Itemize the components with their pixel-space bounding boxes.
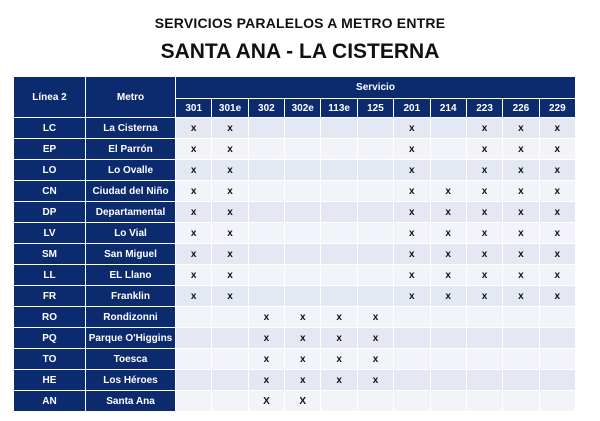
service-cell bbox=[321, 118, 357, 139]
service-cell bbox=[466, 307, 502, 328]
service-cell bbox=[285, 160, 321, 181]
service-cell: x bbox=[466, 286, 502, 307]
service-cell: x bbox=[503, 265, 539, 286]
service-cell bbox=[285, 118, 321, 139]
service-cell bbox=[430, 349, 466, 370]
service-cell: x bbox=[176, 265, 212, 286]
service-cell: x bbox=[394, 286, 430, 307]
service-cell: x bbox=[539, 181, 575, 202]
page-subtitle: SANTA ANA - LA CISTERNA bbox=[160, 40, 440, 63]
service-cell bbox=[285, 181, 321, 202]
service-cell: x bbox=[539, 244, 575, 265]
service-cell bbox=[430, 307, 466, 328]
station-name: San Miguel bbox=[86, 244, 176, 265]
service-cell bbox=[212, 370, 248, 391]
service-cell bbox=[212, 307, 248, 328]
service-cell bbox=[357, 139, 393, 160]
service-cell bbox=[466, 370, 502, 391]
service-cell: x bbox=[503, 244, 539, 265]
service-cell: x bbox=[285, 307, 321, 328]
service-cell: x bbox=[248, 370, 284, 391]
service-cell bbox=[357, 181, 393, 202]
service-cell: x bbox=[212, 286, 248, 307]
station-code: PQ bbox=[14, 328, 86, 349]
station-code: LL bbox=[14, 265, 86, 286]
station-name: Lo Ovalle bbox=[86, 160, 176, 181]
service-cell bbox=[212, 328, 248, 349]
service-cell bbox=[248, 139, 284, 160]
header-service-229: 229 bbox=[539, 99, 575, 118]
service-cell: x bbox=[357, 307, 393, 328]
service-cell: x bbox=[248, 307, 284, 328]
service-cell bbox=[430, 370, 466, 391]
service-cell bbox=[539, 328, 575, 349]
service-cell bbox=[321, 286, 357, 307]
service-cell bbox=[285, 223, 321, 244]
station-name: La Cisterna bbox=[86, 118, 176, 139]
service-cell: x bbox=[430, 181, 466, 202]
station-code: CN bbox=[14, 181, 86, 202]
service-cell: x bbox=[285, 349, 321, 370]
service-cell: x bbox=[212, 160, 248, 181]
station-name: Toesca bbox=[86, 349, 176, 370]
table-row bbox=[14, 181, 576, 202]
service-cell: x bbox=[394, 202, 430, 223]
service-cell bbox=[394, 370, 430, 391]
station-name: El Parrón bbox=[86, 139, 176, 160]
service-cell: x bbox=[321, 328, 357, 349]
station-name: EL Llano bbox=[86, 265, 176, 286]
header-line: Línea 2 bbox=[14, 77, 86, 118]
service-cell bbox=[285, 265, 321, 286]
service-cell: x bbox=[212, 223, 248, 244]
service-cell: x bbox=[430, 202, 466, 223]
service-cell: x bbox=[430, 286, 466, 307]
service-cell bbox=[248, 202, 284, 223]
service-cell bbox=[321, 160, 357, 181]
service-cell: X bbox=[248, 391, 284, 412]
services-table bbox=[13, 76, 576, 412]
service-cell: x bbox=[394, 223, 430, 244]
service-cell: x bbox=[430, 265, 466, 286]
service-cell bbox=[394, 349, 430, 370]
service-cell: x bbox=[321, 370, 357, 391]
header-service: Servicio bbox=[176, 77, 576, 99]
service-cell: x bbox=[394, 181, 430, 202]
service-cell bbox=[357, 265, 393, 286]
header-service-113e: 113e bbox=[321, 99, 357, 118]
service-cell: x bbox=[176, 244, 212, 265]
service-cell: x bbox=[176, 202, 212, 223]
service-cell bbox=[285, 202, 321, 223]
service-cell: x bbox=[357, 370, 393, 391]
table-row bbox=[14, 223, 576, 244]
service-cell: x bbox=[539, 265, 575, 286]
station-code: FR bbox=[14, 286, 86, 307]
table-row bbox=[14, 286, 576, 307]
service-cell: x bbox=[248, 349, 284, 370]
service-cell bbox=[430, 160, 466, 181]
service-cell bbox=[321, 265, 357, 286]
service-cell: x bbox=[321, 349, 357, 370]
service-cell bbox=[248, 223, 284, 244]
service-cell: x bbox=[248, 328, 284, 349]
header-service-223: 223 bbox=[466, 99, 502, 118]
header-service-214: 214 bbox=[430, 99, 466, 118]
service-cell bbox=[357, 286, 393, 307]
service-cell: x bbox=[503, 286, 539, 307]
service-cell: x bbox=[212, 265, 248, 286]
service-cell bbox=[176, 328, 212, 349]
service-cell: x bbox=[394, 160, 430, 181]
station-code: AN bbox=[14, 391, 86, 412]
service-cell: x bbox=[430, 223, 466, 244]
service-cell bbox=[321, 181, 357, 202]
service-cell bbox=[248, 118, 284, 139]
service-cell: X bbox=[285, 391, 321, 412]
station-name: Franklin bbox=[86, 286, 176, 307]
service-cell: x bbox=[212, 139, 248, 160]
service-cell: x bbox=[466, 160, 502, 181]
service-cell bbox=[285, 139, 321, 160]
service-cell bbox=[212, 391, 248, 412]
service-cell: x bbox=[503, 202, 539, 223]
service-cell: x bbox=[539, 160, 575, 181]
station-code: SM bbox=[14, 244, 86, 265]
service-cell: x bbox=[503, 118, 539, 139]
service-cell bbox=[430, 118, 466, 139]
service-cell: x bbox=[176, 139, 212, 160]
station-name: Departamental bbox=[86, 202, 176, 223]
station-code: LV bbox=[14, 223, 86, 244]
service-cell: x bbox=[212, 181, 248, 202]
service-cell: x bbox=[176, 118, 212, 139]
service-cell bbox=[285, 244, 321, 265]
table-row bbox=[14, 244, 576, 265]
service-cell: x bbox=[539, 202, 575, 223]
service-cell: x bbox=[394, 265, 430, 286]
service-cell bbox=[357, 202, 393, 223]
service-cell: x bbox=[466, 265, 502, 286]
service-cell bbox=[357, 244, 393, 265]
table-row bbox=[14, 349, 576, 370]
service-cell bbox=[248, 265, 284, 286]
header-service-201: 201 bbox=[394, 99, 430, 118]
service-cell bbox=[503, 370, 539, 391]
table-row bbox=[14, 391, 576, 412]
table-row bbox=[14, 118, 576, 139]
service-cell: x bbox=[503, 223, 539, 244]
service-cell bbox=[503, 349, 539, 370]
service-cell bbox=[176, 370, 212, 391]
service-cell: x bbox=[539, 223, 575, 244]
service-cell: x bbox=[357, 349, 393, 370]
service-cell: x bbox=[539, 118, 575, 139]
service-cell bbox=[321, 223, 357, 244]
service-cell: x bbox=[466, 244, 502, 265]
service-cell bbox=[466, 349, 502, 370]
service-cell bbox=[357, 118, 393, 139]
service-cell bbox=[248, 286, 284, 307]
service-cell: x bbox=[357, 328, 393, 349]
service-cell bbox=[248, 244, 284, 265]
service-cell bbox=[394, 307, 430, 328]
service-cell bbox=[357, 223, 393, 244]
table-row bbox=[14, 160, 576, 181]
station-code: RO bbox=[14, 307, 86, 328]
header-service-301: 301 bbox=[176, 99, 212, 118]
station-name: Santa Ana bbox=[86, 391, 176, 412]
table-row bbox=[14, 265, 576, 286]
service-cell: x bbox=[503, 160, 539, 181]
service-cell bbox=[321, 391, 357, 412]
service-cell: x bbox=[466, 223, 502, 244]
service-cell bbox=[430, 391, 466, 412]
service-cell bbox=[503, 328, 539, 349]
service-cell bbox=[466, 328, 502, 349]
station-code: HE bbox=[14, 370, 86, 391]
service-cell bbox=[248, 160, 284, 181]
service-cell bbox=[212, 349, 248, 370]
station-name: Lo Vial bbox=[86, 223, 176, 244]
service-cell bbox=[503, 307, 539, 328]
table-row bbox=[14, 139, 576, 160]
station-code: EP bbox=[14, 139, 86, 160]
station-code: LO bbox=[14, 160, 86, 181]
service-cell: x bbox=[430, 244, 466, 265]
header-service-226: 226 bbox=[503, 99, 539, 118]
service-cell: x bbox=[285, 328, 321, 349]
service-cell: x bbox=[176, 160, 212, 181]
service-cell: x bbox=[466, 118, 502, 139]
service-cell: x bbox=[539, 139, 575, 160]
table-row bbox=[14, 328, 576, 349]
table-row bbox=[14, 307, 576, 328]
service-cell bbox=[321, 202, 357, 223]
service-cell bbox=[394, 391, 430, 412]
service-cell: x bbox=[212, 118, 248, 139]
service-cell: x bbox=[466, 139, 502, 160]
service-cell bbox=[539, 391, 575, 412]
service-cell: x bbox=[394, 139, 430, 160]
service-cell bbox=[466, 391, 502, 412]
service-cell: x bbox=[503, 181, 539, 202]
header-metro: Metro bbox=[86, 77, 176, 118]
service-cell bbox=[394, 328, 430, 349]
service-cell bbox=[357, 391, 393, 412]
service-cell bbox=[176, 307, 212, 328]
service-cell bbox=[248, 181, 284, 202]
service-cell bbox=[430, 328, 466, 349]
station-name: Los Héroes bbox=[86, 370, 176, 391]
service-cell: x bbox=[212, 244, 248, 265]
service-cell bbox=[357, 160, 393, 181]
station-code: TO bbox=[14, 349, 86, 370]
service-cell: x bbox=[503, 139, 539, 160]
service-cell: x bbox=[176, 181, 212, 202]
service-cell bbox=[539, 370, 575, 391]
station-code: LC bbox=[14, 118, 86, 139]
header-service-301e: 301e bbox=[212, 99, 248, 118]
service-cell bbox=[285, 286, 321, 307]
table-row bbox=[14, 202, 576, 223]
service-cell: x bbox=[321, 307, 357, 328]
service-cell: x bbox=[466, 202, 502, 223]
page-title: SERVICIOS PARALELOS A METRO ENTRE bbox=[154, 15, 446, 31]
service-cell bbox=[176, 349, 212, 370]
station-name: Rondizonni bbox=[86, 307, 176, 328]
station-name: Ciudad del Niño bbox=[86, 181, 176, 202]
station-name: Parque O'Higgins bbox=[86, 328, 176, 349]
service-cell bbox=[539, 307, 575, 328]
service-cell: x bbox=[539, 286, 575, 307]
service-cell bbox=[503, 391, 539, 412]
service-cell: x bbox=[394, 118, 430, 139]
service-cell bbox=[321, 139, 357, 160]
service-cell: x bbox=[212, 202, 248, 223]
service-cell: x bbox=[394, 244, 430, 265]
service-cell bbox=[321, 244, 357, 265]
service-cell: x bbox=[176, 223, 212, 244]
header-service-125: 125 bbox=[357, 99, 393, 118]
service-cell: x bbox=[285, 370, 321, 391]
service-cell: x bbox=[466, 181, 502, 202]
service-cell bbox=[176, 391, 212, 412]
station-code: DP bbox=[14, 202, 86, 223]
service-cell: x bbox=[176, 286, 212, 307]
service-cell bbox=[539, 349, 575, 370]
header-service-302: 302 bbox=[248, 99, 284, 118]
service-cell bbox=[430, 139, 466, 160]
table-row bbox=[14, 370, 576, 391]
header-service-302e: 302e bbox=[285, 99, 321, 118]
